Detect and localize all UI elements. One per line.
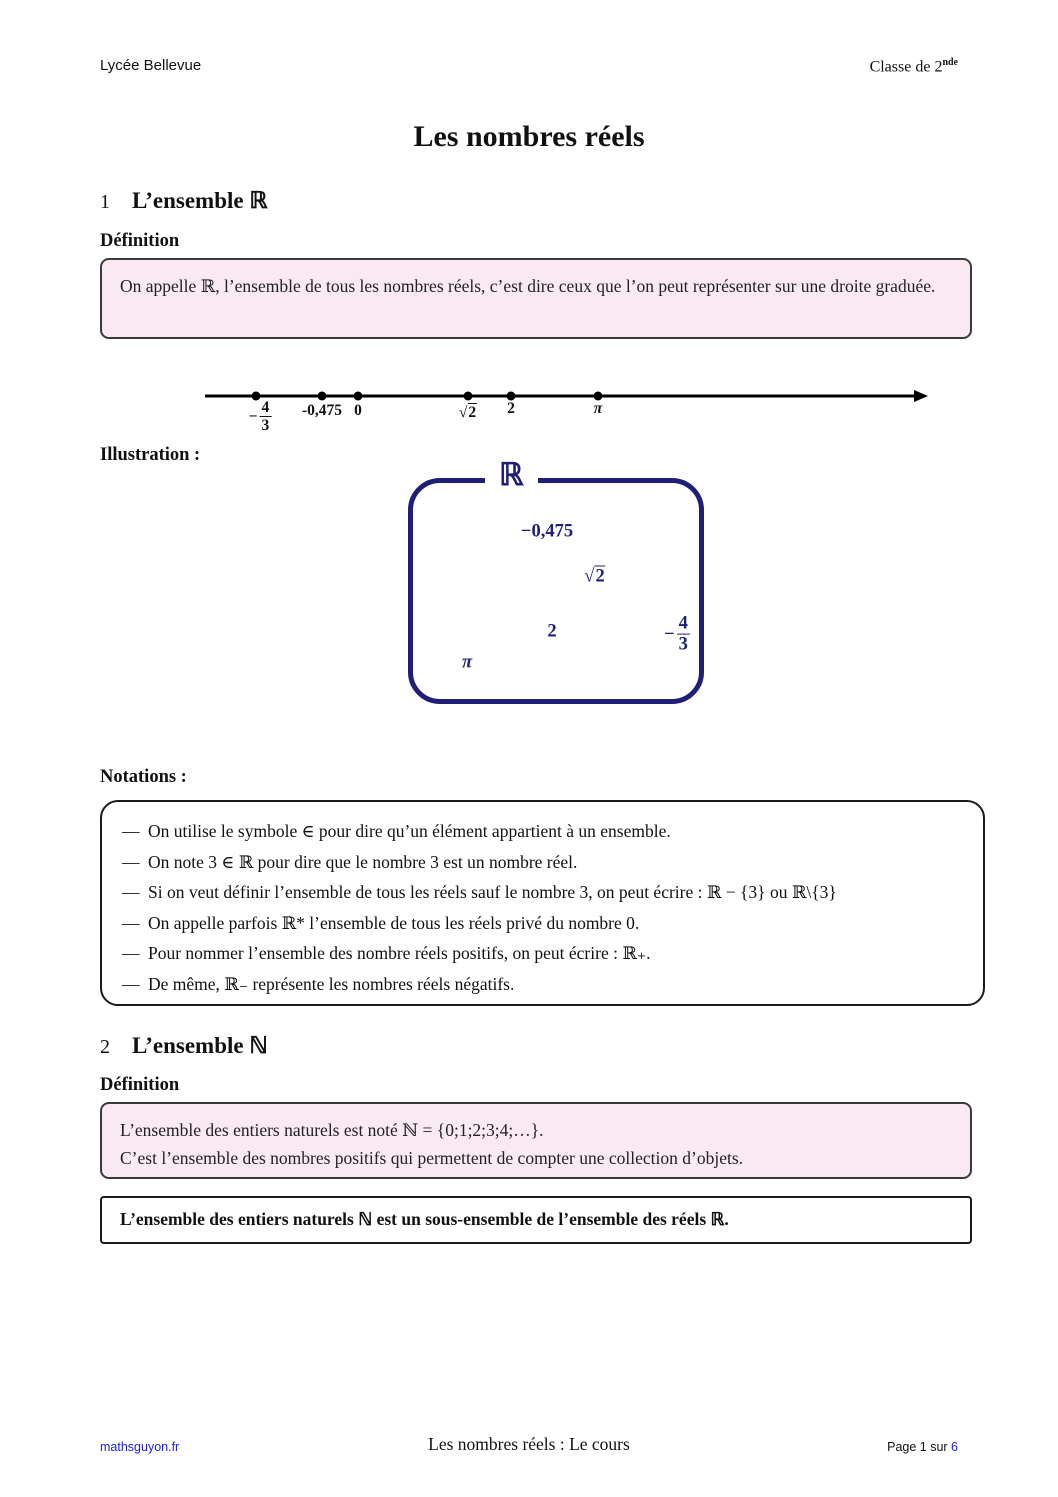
section-1-number: 1: [100, 191, 110, 213]
list-dash: —: [122, 882, 140, 902]
header-class-label: [870, 57, 958, 76]
notation-item: [122, 938, 973, 969]
minus-sign: −: [248, 408, 258, 426]
section-2-number: 2: [100, 1036, 110, 1058]
definition-heading-1: Définition: [100, 231, 180, 251]
section-2-title: L’ensemble ℕ: [132, 1033, 268, 1058]
set-element-pi: π: [461, 652, 473, 673]
definition-text-reals: On appelle ℝ, l’ensemble de tous les nombres réels, c’est dire ceux que l’on peut représenter sur une droite graduée.: [120, 276, 936, 296]
number-line-label-zero: 0: [354, 402, 362, 419]
illustration-heading: Illustration :: [100, 445, 201, 465]
point-dot-sqrt2: [464, 392, 473, 401]
notation-text: Si on veut définir l’ensemble de tous les réels sauf le nombre 3, on peut écrire : ℝ − {3} ou ℝ\{3}: [148, 882, 837, 902]
radical-sign: √: [458, 404, 468, 421]
definition-naturals-line1: L’ensemble des entiers naturels est noté ℕ = {0;1;2;3;4;…}.: [120, 1120, 544, 1140]
notation-item: [122, 908, 973, 939]
header-class-superscript: nde: [942, 57, 958, 68]
notation-text: On appelle parfois ℝ* l’ensemble de tous les réels privé du nombre 0.: [148, 912, 640, 933]
definition-heading-2: Définition: [100, 1075, 180, 1095]
page-title: Les nombres réels: [413, 120, 645, 153]
notation-text: Pour nommer l’ensemble des nombre réels positifs, on peut écrire : ℝ₊.: [148, 943, 651, 963]
header-school-name: Lycée Bellevue: [100, 57, 202, 74]
fraction-numerator: 4: [261, 399, 270, 416]
header-class-text: Classe de 2: [869, 58, 943, 76]
list-dash: —: [122, 821, 140, 841]
radical-sign: √: [584, 566, 595, 587]
number-line-label-pi: π: [593, 400, 603, 417]
real-numbers-set-diagram: [408, 457, 704, 704]
set-element-minus-0475: −0,475: [520, 521, 574, 542]
subset-note-text: L’ensemble des entiers naturels ℕ est un sous-ensemble de l’ensemble des réels ℝ.: [120, 1209, 729, 1229]
number-line-arrowhead: [914, 390, 928, 402]
notations-box: [100, 800, 985, 1006]
list-dash: —: [122, 851, 140, 872]
fraction-denominator: 3: [678, 635, 688, 655]
notations-heading: Notations :: [100, 767, 187, 787]
set-element-minus-four-thirds: [664, 615, 690, 656]
point-dot-minus-0475: [318, 392, 327, 401]
number-line-label-two: 2: [507, 400, 515, 417]
number-line-label-sqrt2: [459, 404, 477, 422]
fraction-denominator: 3: [261, 417, 270, 435]
notations-list: [122, 816, 973, 999]
notation-item: [122, 816, 973, 847]
list-dash: —: [122, 912, 140, 933]
definition-box-reals: [100, 258, 972, 339]
notation-text: On note 3 ∈ ℝ pour dire que le nombre 3 est un nombre réel.: [148, 851, 578, 872]
notation-text: On utilise le symbole ∈ pour dire qu’un élément appartient à un ensemble.: [148, 821, 671, 841]
radicand: 2: [595, 566, 605, 587]
number-line-label-minus-0475: -0,475: [301, 402, 343, 419]
footer-page-info: [887, 1440, 958, 1454]
section-1-heading: [100, 188, 268, 214]
minus-sign: −: [664, 624, 675, 645]
section-1-title: L’ensemble ℝ: [132, 188, 268, 213]
set-symbol-R: ℝ: [485, 457, 538, 493]
set-element-two: 2: [547, 621, 557, 642]
notation-item: [122, 969, 973, 1000]
subset-note-box: [100, 1196, 972, 1244]
notation-text: De même, ℝ₋ représente les nombres réels négatifs.: [148, 973, 515, 994]
footer-page-prefix: Page 1 sur: [887, 1440, 952, 1454]
point-dot-zero: [354, 392, 363, 401]
section-2-heading: [100, 1033, 268, 1059]
footer-last-page-link[interactable]: 6: [951, 1440, 958, 1454]
list-dash: —: [122, 943, 140, 963]
list-dash: —: [122, 973, 140, 994]
footer-site-link[interactable]: mathsguyon.fr: [100, 1440, 180, 1454]
set-element-sqrt2: [584, 567, 605, 588]
fraction-numerator: 4: [678, 613, 688, 634]
footer-document-title: Les nombres réels : Le cours: [428, 1434, 630, 1454]
notation-item: [122, 847, 973, 878]
radicand: 2: [468, 404, 477, 421]
definition-box-naturals: [100, 1102, 972, 1179]
definition-naturals-line2: C’est l’ensemble des nombres positifs qui permettent de compter une collection d’objets.: [120, 1148, 744, 1168]
number-line-label-minus-four-thirds: [249, 400, 272, 435]
notation-item: [122, 877, 973, 908]
